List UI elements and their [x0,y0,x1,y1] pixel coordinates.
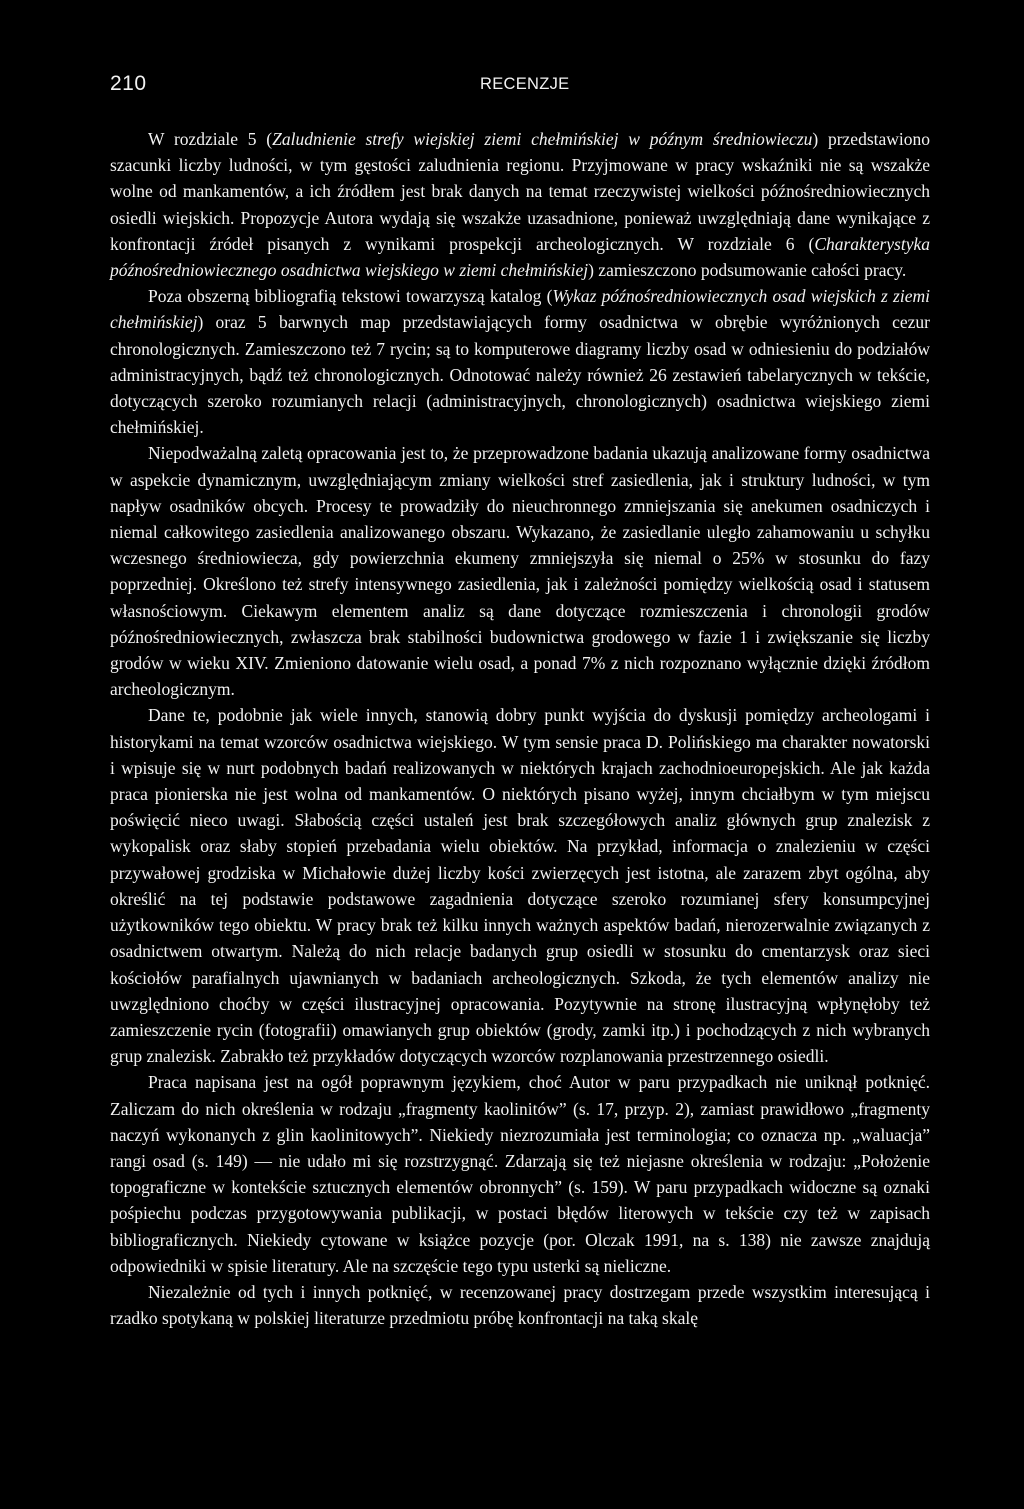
text-segment: ) oraz 5 barwnych map przedstawiających formy osadnictwa w obrębie wyróżnionych cezur chronologicznych. Zamieszczono też 7 rycin; są to komputerowe diagramy liczby osad w odniesieniu do podziałów administracyjnych, bądź też chronologicznych. Odnotować należy również 26 zestawień tabelarycznych w tekście, dotyczących szeroko rozumianych relacji (administracyjnych, chronologicznych) osadnictwa wiejskiego ziemi chełmińskiej. [110,312,930,438]
text-segment: Niepodważalną zaletą opracowania jest to, że przeprowadzone badania ukazują analizowane formy osadnictwa w aspekcie dynamicznym, uwzględniającym zmiany wielkości stref zasiedlenia, jak i struktury ludności, w tym napływ osadników obcych. Procesy te prowadziły do nieuchronnego zmniejszania się anekumen osadniczych i niemal całkowitego zasiedlenia analizowanego obszaru. Wykazano, że zasiedlanie uległo zahamowaniu u schyłku wczesnego średniowiecza, gdy powierzchnia ekumeny zmniejszyła się niemal o 25% w stosunku do fazy poprzedniej. Określono też strefy intensywnego zasiedlenia, jak i zależności pomiędzy wielkością osad i statusem własnościowym. Ciekawym elementem analiz są dane dotyczące rozmieszczenia i chronologii grodów późnośredniowiecznych, zwłaszcza brak stabilności budownictwa grodowego w fazie 1 i zwiększanie się liczby grodów w wieku XIV. Zmieniono datowanie wielu osad, a ponad 7% z nich rozpoznano wyłącznie dzięki źródłom archeologicznym. [110,443,930,700]
page-number: 210 [110,72,147,95]
paragraph [110,283,930,440]
text-segment: W rozdziale 5 ( [148,129,273,149]
italic-title-segment: Zaludnienie strefy wiejskiej ziemi chełmińskiej w późnym średniowieczu [272,129,813,149]
review-body-text [110,126,930,1331]
italic-title-segment: Wykaz późnośredniowiecznych osad wiejskich z ziemi chełmińskiej [110,286,930,333]
paragraph [110,702,930,1069]
text-segment: Praca napisana jest na ogół poprawnym językiem, choć Autor w paru przypadkach nie uniknął potknięć. Zaliczam do nich określenia w rodzaju „fragmenty kaolinitów” (s. 17, przyp. 2), zamiast prawidłowo „fragmenty naczyń wykonanych z glin kaolinitowych”. Niekiedy niezrozumiała jest terminologia; co oznacza np. „waluacja” rangi osad (s. 149) — nie udało mi się rozstrzygnąć. Zdarzają się też niejasne określenia w rodzaju: „Położenie topograficzne w kontekście sztucznych elementów obronnych” (s. 159). W paru przypadkach widoczne są oznaki pośpiechu podczas przygotowywania publikacji, w postaci błędów literowych w tekście czy też w zapisach bibliograficznych. Niekiedy cytowane w książce pozycje (por. Olczak 1991, na s. 138) nie zawsze znajdują odpowiedniki w spisie literatury. Ale na szczęście tego typu usterki są nieliczne. [110,1072,930,1276]
text-segment: Dane te, podobnie jak wiele innych, stanowią dobry punkt wyjścia do dyskusji pomiędzy archeologami i historykami na temat wzorców osadnictwa wiejskiego. W tym sensie praca D. Polińskiego ma charakter nowatorski i wpisuje się w nurt podobnych badań realizowanych w niektórych krajach zachodnioeuropejskich. Ale jak każda praca pionierska nie jest wolna od mankamentów. O niektórych pisano wyżej, innym chciałbym w tym miejscu poświęcić nieco uwagi. Słabością części ustaleń jest brak szczegółowych analiz głównych grup znalezisk z wykopalisk oraz słaby stopień przebadania wielu obiektów. Na przykład, informacja o znalezieniu w części przywałowej grodziska w Michałowie dużej liczby kości zwierzęcych jest istotna, ale zarazem zbyt ogólna, aby określić na tej podstawie podstawowe zagadnienia dotyczące szeroko rozumianej sfery konsumpcyjnej użytkowników tego obiektu. W pracy brak też kilku innych ważnych aspektów badań, nierozerwalnie związanych z osadnictwem otwartym. Należą do nich relacje badanych grup osiedli w stosunku do cmentarzysk oraz sieci kościołów parafialnych ujawnianych w badaniach archeologicznych. Szkoda, że tych elementów analizy nie uwzględniono choćby w części ilustracyjnej opracowania. Pozytywnie na stronę ilustracyjną wpłynęłoby też zamieszczenie rycin (fotografii) omawianych grup obiektów (grody, zamki itp.) i pochodzących z nich wybranych grup znalezisk. Zabrakło też przykładów dotyczących wzorców rozplanowania przestrzennego osiedli. [110,705,930,1067]
paragraph [110,126,930,283]
text-segment: Poza obszerną bibliografią tekstowi towarzyszą katalog ( [148,286,553,307]
paragraph [110,440,930,702]
running-head: RECENZJE [480,75,570,93]
italic-title-segment: Charakterystyka późnośredniowiecznego osadnictwa wiejskiego w ziemi chełmińskiej [110,233,930,281]
paragraph [110,1279,930,1331]
text-segment: ) zamieszczono podsumowanie całości pracy. [588,260,907,281]
paragraph [110,1069,930,1279]
text-segment: ) przedstawiono szacunki liczby ludności, w tym gęstości zaludnienia regionu. Przyjmowane w pracy wskaźniki nie są wszakże wolne od mankamentów, a ich źródłem jest brak danych na temat rzeczywistej wielkości późnośredniowiecznych osiedli wiejskich. Propozycje Autora wydają się wszakże uzasadnione, ponieważ uwzględniają dane wynikające z konfrontacji źródeł pisanych z wynikami prospekcji archeologicznych. W rozdziale 6 ( [110,129,931,254]
page-header [110,72,912,102]
text-segment: Niezależnie od tych i innych potknięć, w recenzowanej pracy dostrzegam przede wszystkim interesującą i rzadko spotykaną w polskiej literaturze przedmiotu próbę konfrontacji na taką skalę [110,1281,930,1329]
